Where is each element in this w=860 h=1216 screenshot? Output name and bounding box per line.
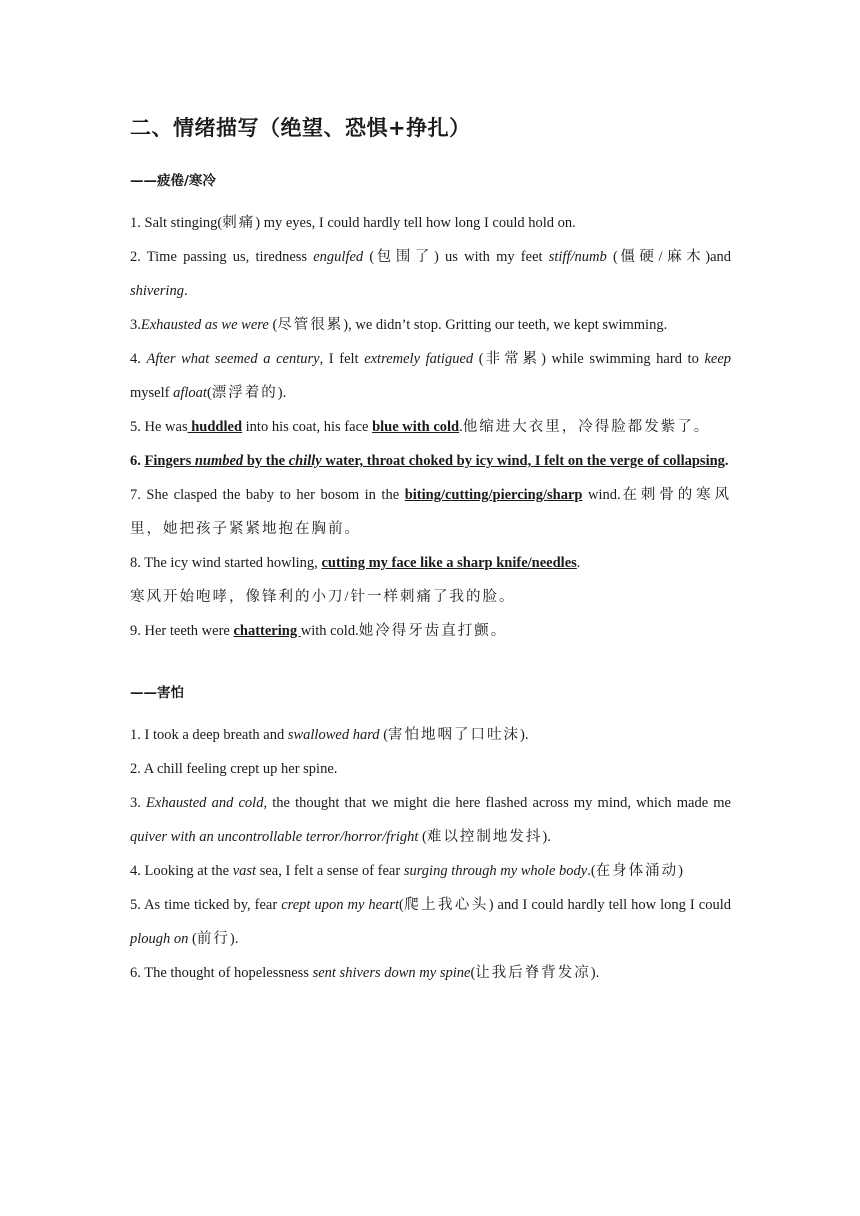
text-segment: 让我后脊背发凉 xyxy=(475,965,591,981)
text-segment: afloat xyxy=(173,385,207,401)
text-segment: 在身体涌动 xyxy=(595,863,679,879)
text-segment: ( xyxy=(606,249,618,265)
text-segment: shivering xyxy=(130,283,184,299)
text-segment: ). xyxy=(590,965,600,981)
text-segment: ). xyxy=(277,385,287,401)
sentence-item xyxy=(130,718,731,752)
text-segment: ( xyxy=(188,931,197,947)
text-segment: 1. I took a deep breath and xyxy=(130,727,288,743)
text-segment: 害怕地咽了口吐沫 xyxy=(388,727,521,743)
text-segment: After what seemed a century xyxy=(146,351,320,367)
text-segment: myself xyxy=(130,385,174,401)
text-segment: Exhausted and cold xyxy=(146,795,264,811)
text-segment: by the xyxy=(243,453,289,469)
text-segment: 僵硬/麻木 xyxy=(617,249,706,265)
text-segment: )and xyxy=(705,249,731,265)
text-segment: ( xyxy=(363,249,375,265)
text-segment: ). xyxy=(542,829,551,845)
sentence-item xyxy=(130,342,731,410)
text-segment: ( xyxy=(418,829,427,845)
text-segment: biting/cutting/piercing/sharp xyxy=(404,487,583,503)
text-segment: 前行 xyxy=(196,931,230,947)
text-segment: 3. xyxy=(130,317,141,333)
text-segment: 2. A chill feeling crept up her spine. xyxy=(130,761,338,777)
text-segment: crept upon my heart xyxy=(281,897,399,913)
text-segment: blue with cold xyxy=(372,419,460,435)
sentence-item xyxy=(130,888,731,956)
text-segment: . xyxy=(459,419,463,435)
text-segment: ( xyxy=(473,351,484,367)
text-segment: 4. xyxy=(130,351,147,367)
text-segment: stiff/numb xyxy=(548,249,607,265)
text-segment: . xyxy=(724,453,729,469)
sentence-item xyxy=(130,240,731,308)
text-segment: ( xyxy=(268,317,278,333)
text-segment: 非常累 xyxy=(483,351,542,367)
sentence-item xyxy=(130,580,731,614)
text-segment: ) xyxy=(678,863,684,879)
text-segment: engulfed xyxy=(313,249,364,265)
text-segment: water, throat choked by icy wind, I felt on the verge of collapsing xyxy=(321,453,725,469)
text-segment: 在刺骨的寒风里，她把孩子紧紧地抱在胸前。 xyxy=(130,487,732,537)
text-segment: ) my eyes, I could hardly tell how long I could hold on. xyxy=(255,215,576,231)
text-segment: 刺痛 xyxy=(222,215,256,231)
text-segment: sea, I felt a sense of fear xyxy=(256,863,404,879)
text-segment: 她冷得牙齿直打颤。 xyxy=(358,623,508,639)
text-segment: 漂浮着的 xyxy=(211,385,278,401)
text-segment: huddled xyxy=(187,419,243,435)
sentence-item xyxy=(130,410,731,444)
text-segment: quiver with an uncontrollable terror/horror/fright xyxy=(130,829,419,845)
text-segment: ( xyxy=(399,897,404,913)
text-segment: plough on xyxy=(130,931,189,947)
sentence-item xyxy=(130,956,731,990)
text-segment: , the thought that we might die here flashed across my mind, which made me xyxy=(263,795,731,811)
text-segment: ) while swimming hard to xyxy=(541,351,705,367)
text-segment: vast xyxy=(232,863,257,879)
section-heading: ——疲倦/寒冷 xyxy=(130,173,216,189)
text-segment: ( xyxy=(379,727,389,743)
section-1 xyxy=(130,172,731,648)
text-segment: with cold. xyxy=(300,623,359,639)
text-segment: 2. Time passing us, tiredness xyxy=(130,249,314,265)
text-segment: ( xyxy=(206,385,212,401)
text-segment: .( xyxy=(587,863,596,879)
text-segment: 6. xyxy=(130,453,145,469)
text-segment: ). xyxy=(520,727,529,743)
text-segment: 6. The thought of hopelessness xyxy=(130,965,313,981)
text-segment: keep xyxy=(704,351,732,367)
text-segment: 9. Her teeth were xyxy=(130,623,234,639)
text-segment: 5. As time ticked by, fear xyxy=(130,897,282,913)
sections-container xyxy=(130,172,731,990)
text-segment: 7. She clasped the baby to her bosom in the xyxy=(130,487,405,503)
sentence-item xyxy=(130,546,731,580)
text-segment: 包围了 xyxy=(374,249,434,265)
text-segment: ). xyxy=(229,931,239,947)
text-segment: 8. The icy wind started howling, xyxy=(130,555,322,571)
text-segment: surging through my whole body xyxy=(403,863,588,879)
text-segment: wind. xyxy=(582,487,621,503)
sentence-item xyxy=(130,444,731,478)
text-segment: 寒风开始咆哮，像锋利的小刀/针一样刺痛了我的脸。 xyxy=(130,589,516,605)
text-segment: chilly xyxy=(288,453,322,469)
text-segment: cutting my face like a sharp knife/needles xyxy=(321,555,577,571)
text-segment: 尽管很累 xyxy=(277,317,344,333)
text-segment: Exhausted as we were xyxy=(140,317,269,333)
sentence-item xyxy=(130,614,731,648)
sentence-item xyxy=(130,752,731,786)
section-heading: ——害怕 xyxy=(130,685,184,701)
text-segment: ) us with my feet xyxy=(434,249,549,265)
sentence-item xyxy=(130,308,731,342)
text-segment: ( xyxy=(470,965,476,981)
text-segment: Fingers xyxy=(144,453,195,469)
text-segment: 爬上我心头 xyxy=(403,897,489,913)
text-segment: 4. Looking at the xyxy=(130,863,233,879)
text-segment: sent shivers down my spine xyxy=(312,965,471,981)
section-2 xyxy=(130,684,731,990)
text-segment: swallowed hard xyxy=(287,727,380,743)
document-page xyxy=(130,110,731,990)
sentence-item xyxy=(130,206,731,240)
sentence-item xyxy=(130,478,731,546)
text-segment: . xyxy=(183,283,188,299)
text-segment: into his coat, his face xyxy=(242,419,373,435)
page-title: 二、情绪描写（绝望、恐惧+挣扎） xyxy=(130,116,471,140)
text-segment: 1. Salt stinging( xyxy=(130,215,223,231)
text-segment: ) and I could hardly tell how long I could xyxy=(488,897,731,913)
text-segment: 5. He was xyxy=(130,419,188,435)
sentence-item xyxy=(130,854,731,888)
text-segment: ), we didn’t stop. Gritting our teeth, we kept swimming. xyxy=(343,317,668,333)
text-segment: 他缩进大衣里，冷得脸都发紫了。 xyxy=(462,419,711,435)
sentence-item xyxy=(130,786,731,854)
text-segment: , I felt xyxy=(319,351,365,367)
text-segment: extremely fatigued xyxy=(364,351,474,367)
text-segment: 难以控制地发抖 xyxy=(426,829,543,845)
text-segment: numbed xyxy=(194,453,244,469)
text-segment: chattering xyxy=(233,623,301,639)
text-segment: 3. xyxy=(130,795,147,811)
text-segment: . xyxy=(576,555,581,571)
